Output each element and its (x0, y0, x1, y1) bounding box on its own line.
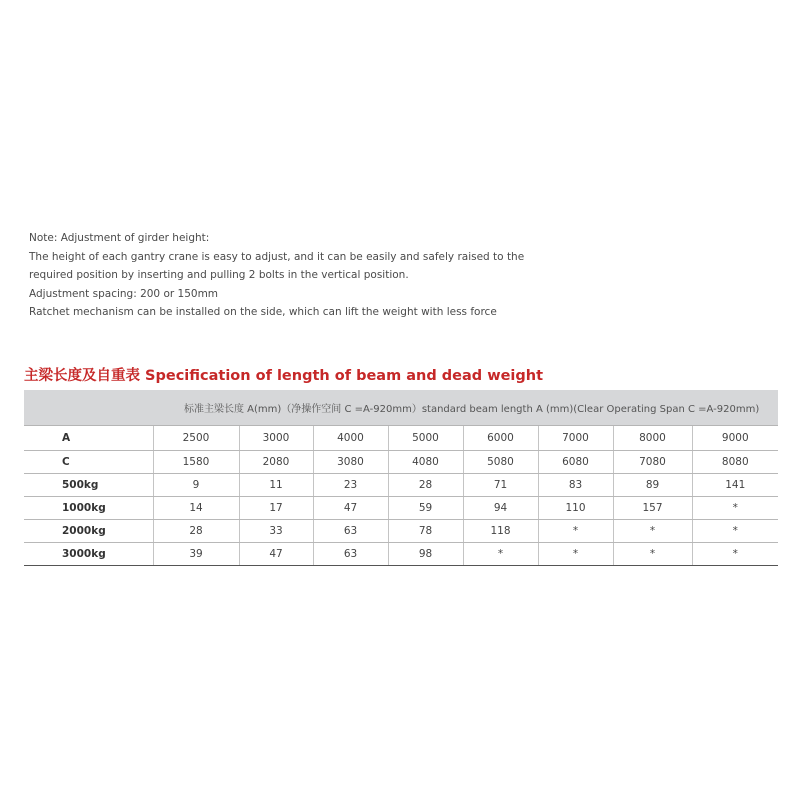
table-cell: * (692, 543, 778, 566)
table-cell: 9 (153, 474, 239, 497)
specification-table (24, 390, 778, 566)
table-cell: * (538, 543, 613, 566)
row-label: C (24, 451, 153, 474)
table-row (24, 520, 778, 543)
table-row (24, 426, 778, 451)
table-cell: * (538, 520, 613, 543)
note-line: required position by inserting and pulling 2 bolts in the vertical position. (29, 269, 409, 281)
note-line: Note: Adjustment of girder height: (29, 232, 210, 244)
table-cell: 14 (153, 497, 239, 520)
table-cell: 7000 (538, 426, 613, 451)
table-cell: 94 (463, 497, 538, 520)
table-cell: 5000 (388, 426, 463, 451)
table-cell: 5080 (463, 451, 538, 474)
table-cell: 63 (313, 520, 388, 543)
table-cell: 6080 (538, 451, 613, 474)
table-cell: 157 (613, 497, 692, 520)
table-cell: 118 (463, 520, 538, 543)
table-cell: 4000 (313, 426, 388, 451)
table-cell: 1580 (153, 451, 239, 474)
table-row (24, 543, 778, 566)
table-cell: * (692, 497, 778, 520)
table-cell: 8080 (692, 451, 778, 474)
table-cell: 141 (692, 474, 778, 497)
table-cell: * (613, 520, 692, 543)
girder-adjustment-notes (29, 229, 589, 322)
row-label: 3000kg (24, 543, 153, 566)
table-header: 标准主梁长度 A(mm)（净操作空间 C =A-920mm）standard beam length A (mm)(Clear Operating Span C =A-920mm) (24, 390, 778, 426)
table-cell: 7080 (613, 451, 692, 474)
table-cell: 33 (239, 520, 313, 543)
table-cell: 11 (239, 474, 313, 497)
row-label: 1000kg (24, 497, 153, 520)
row-label: A (24, 426, 153, 451)
table-cell: 89 (613, 474, 692, 497)
table-cell: * (692, 520, 778, 543)
table-cell: 4080 (388, 451, 463, 474)
table-row (24, 497, 778, 520)
table-cell: 17 (239, 497, 313, 520)
table-row (24, 451, 778, 474)
table-cell: 47 (239, 543, 313, 566)
section-title: 主梁长度及自重表 Specification of length of beam and dead weight (24, 368, 544, 384)
table-cell: 63 (313, 543, 388, 566)
table-row (24, 474, 778, 497)
row-label: 2000kg (24, 520, 153, 543)
table-cell: * (463, 543, 538, 566)
table-cell: 2080 (239, 451, 313, 474)
table-cell: 28 (388, 474, 463, 497)
table-cell: 23 (313, 474, 388, 497)
row-label: 500kg (24, 474, 153, 497)
table-cell: 59 (388, 497, 463, 520)
table-cell: * (613, 543, 692, 566)
table-cell: 8000 (613, 426, 692, 451)
table-cell: 47 (313, 497, 388, 520)
table-cell: 83 (538, 474, 613, 497)
note-line: Adjustment spacing: 200 or 150mm (29, 287, 219, 300)
table-cell: 2500 (153, 426, 239, 451)
table-cell: 78 (388, 520, 463, 543)
note-line: Ratchet mechanism can be installed on the side, which can lift the weight with less force (29, 306, 497, 318)
note-line: The height of each gantry crane is easy to adjust, and it can be easily and safely raised to the (29, 250, 525, 263)
table-cell: 3080 (313, 451, 388, 474)
table-cell: 9000 (692, 426, 778, 451)
table-cell: 98 (388, 543, 463, 566)
table-cell: 39 (153, 543, 239, 566)
table-cell: 28 (153, 520, 239, 543)
table-cell: 110 (538, 497, 613, 520)
table-cell: 6000 (463, 426, 538, 451)
table-cell: 71 (463, 474, 538, 497)
table-cell: 3000 (239, 426, 313, 451)
